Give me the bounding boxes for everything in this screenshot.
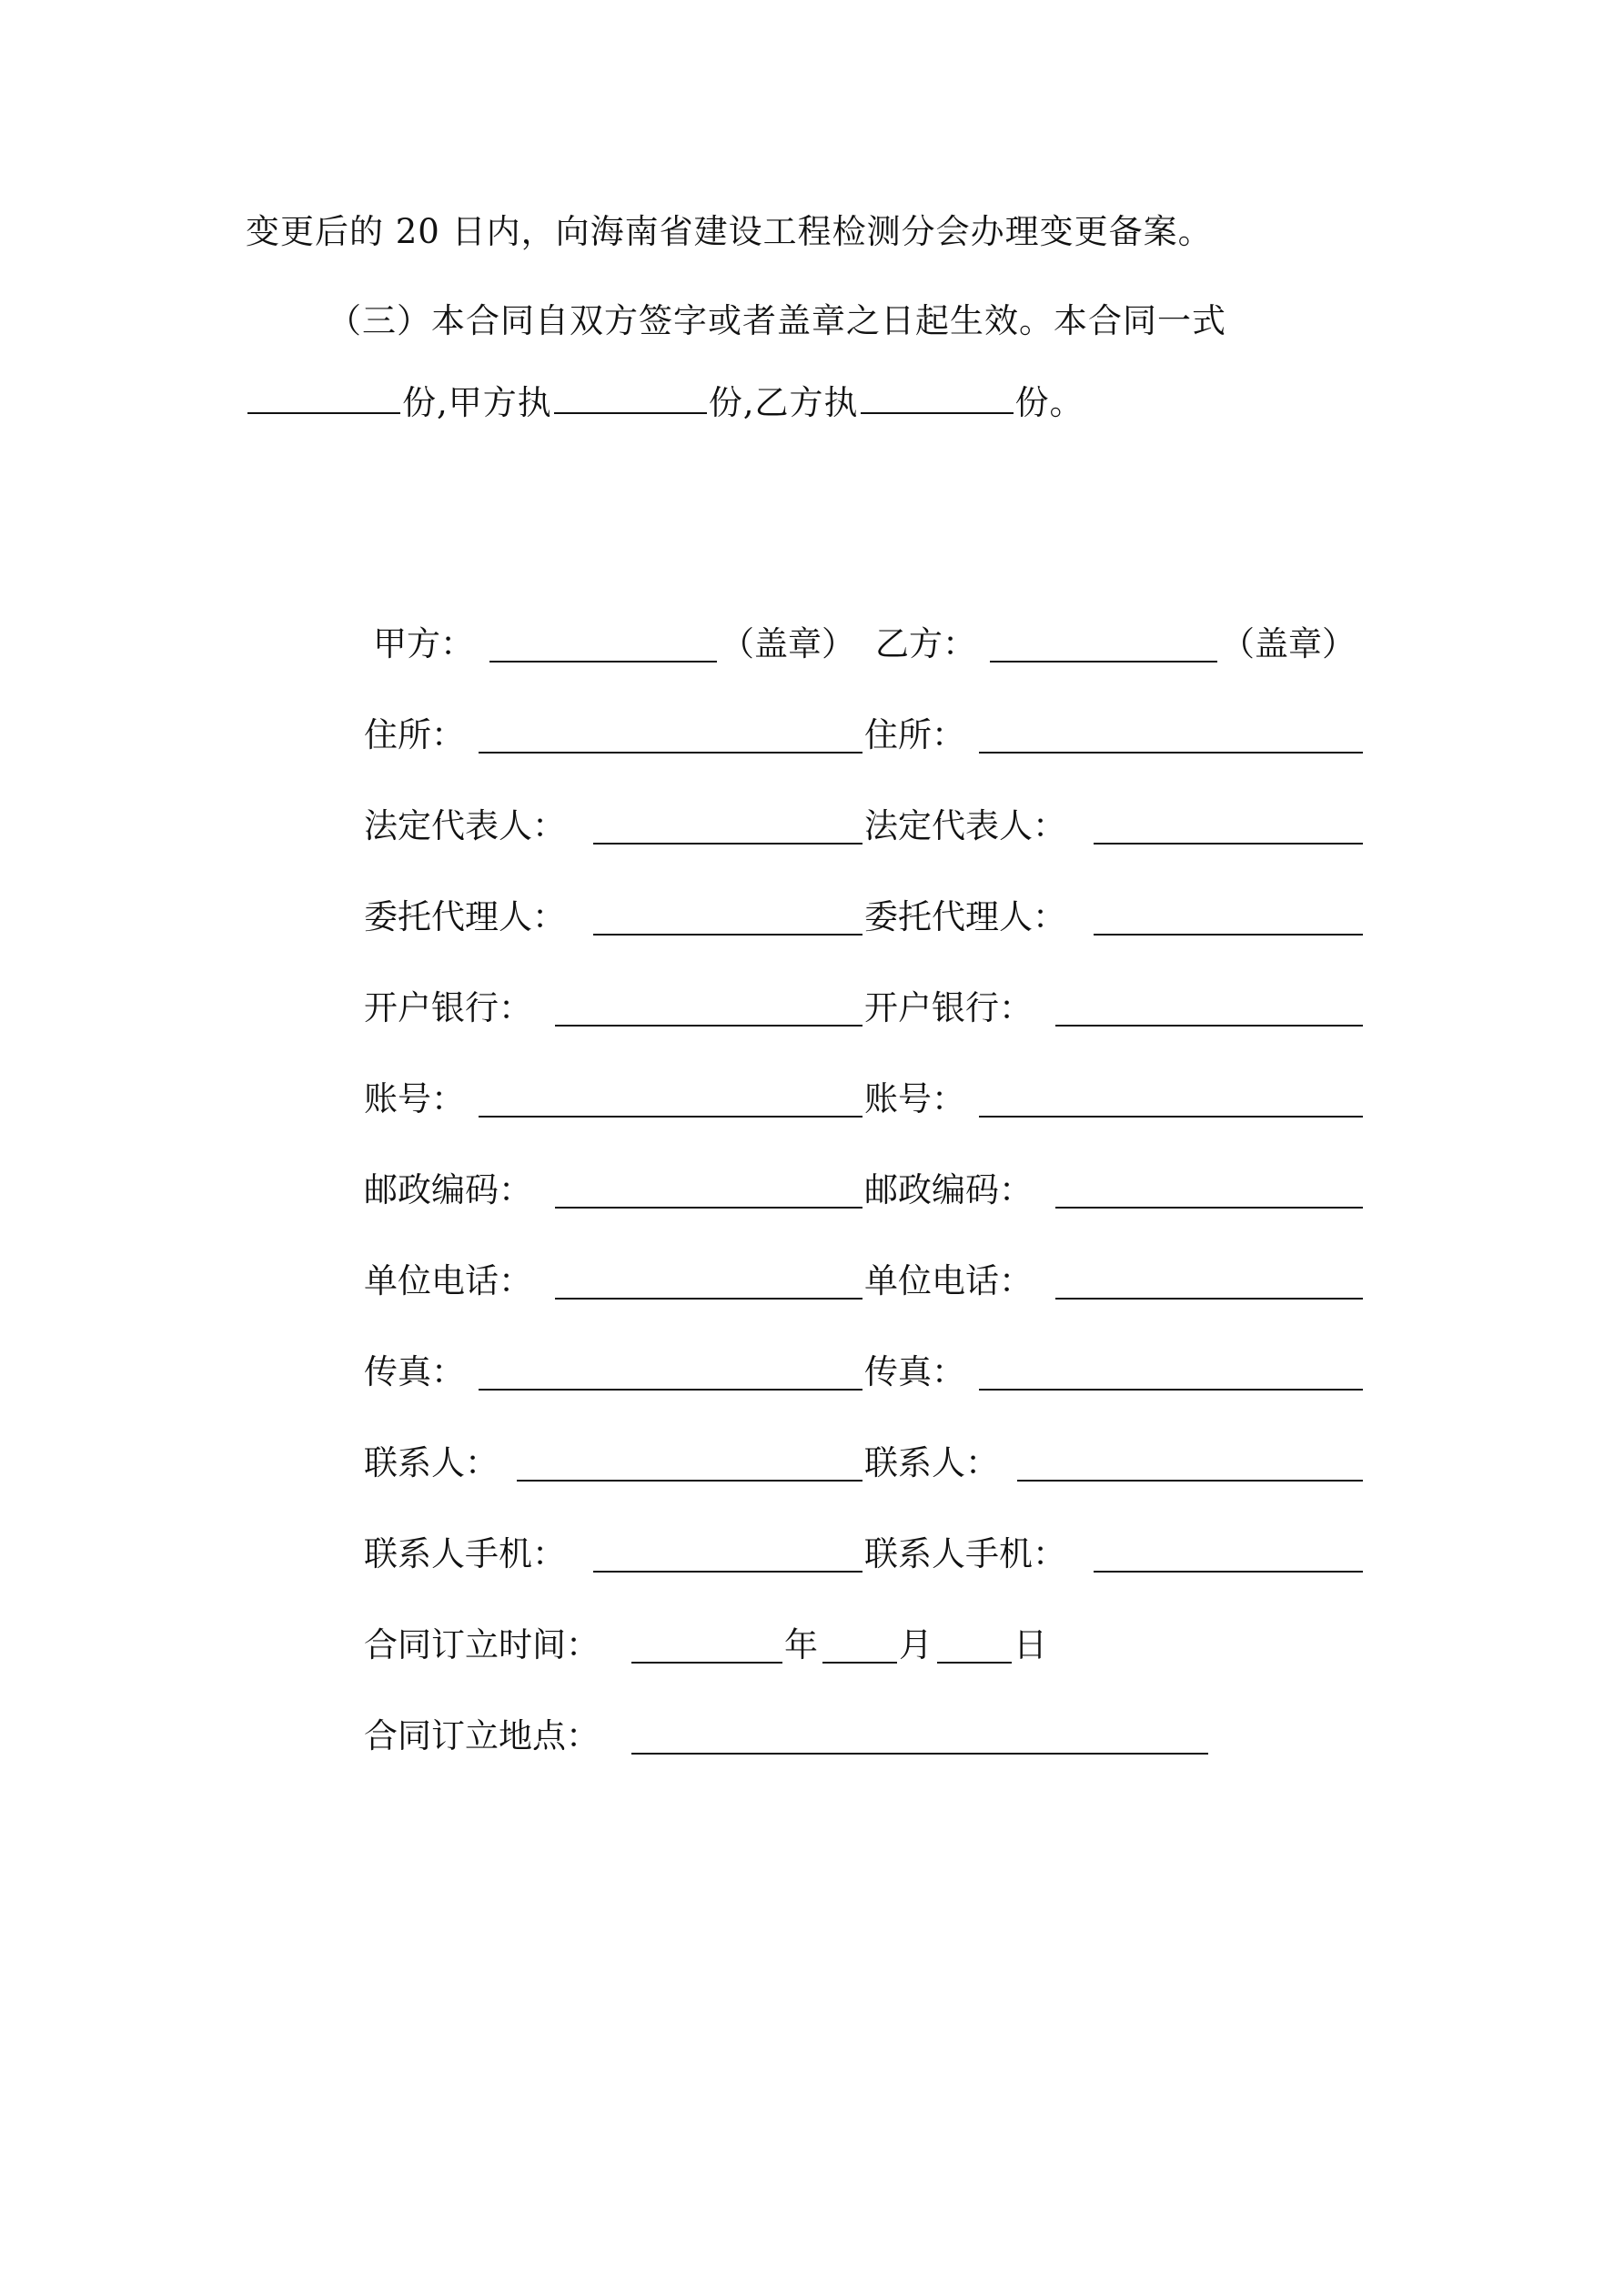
left-label-legal-rep: 法定代表人： — [364, 806, 566, 845]
party-a-seal: （盖章） — [721, 624, 855, 663]
right-label-agent: 委托代理人： — [864, 897, 1066, 936]
sign-month-blank[interactable] — [822, 1662, 897, 1664]
copies-part3: 份。 — [1014, 383, 1084, 422]
left-blank-agent[interactable] — [593, 934, 862, 936]
party-a-label: 甲方： — [373, 624, 474, 663]
copies-party-b-blank[interactable] — [861, 383, 1014, 414]
form-row-contact — [364, 1436, 1365, 1491]
paragraph-change-filing: 变更后的 20 日内，向海南省建设工程检测分会办理变更备案。 — [246, 212, 1213, 251]
copies-part2: 份,乙方执 — [708, 383, 859, 422]
left-blank-fax[interactable] — [479, 1389, 862, 1391]
form-row-account — [364, 1072, 1365, 1127]
sign-day-blank[interactable] — [937, 1662, 1012, 1664]
left-label-agent: 委托代理人： — [364, 897, 566, 936]
sign-month-unit: 月 — [899, 1625, 933, 1664]
copies-total-blank[interactable] — [247, 383, 400, 414]
left-label-fax: 传真： — [364, 1352, 465, 1391]
right-label-legal-rep: 法定代表人： — [864, 806, 1066, 845]
sign-date-label: 合同订立时间： — [364, 1625, 600, 1664]
left-blank-address[interactable] — [479, 752, 862, 754]
form-row-agent — [364, 890, 1365, 945]
left-label-account: 账号： — [364, 1079, 465, 1118]
right-blank-contact[interactable] — [1017, 1480, 1363, 1482]
left-blank-legal-rep[interactable] — [593, 843, 862, 845]
form-row-contact-mobile — [364, 1527, 1365, 1582]
left-blank-contact-mobile[interactable] — [593, 1571, 862, 1573]
right-label-bank: 开户银行： — [864, 988, 1033, 1027]
copies-part1: 份,甲方执 — [402, 383, 552, 422]
left-label-postcode: 邮政编码： — [364, 1170, 532, 1209]
right-label-account: 账号： — [864, 1079, 965, 1118]
left-blank-contact[interactable] — [517, 1480, 862, 1482]
left-blank-account[interactable] — [479, 1116, 862, 1118]
sign-day-unit: 日 — [1014, 1625, 1047, 1664]
left-blank-phone[interactable] — [555, 1298, 862, 1300]
party-b-blank[interactable] — [990, 661, 1217, 663]
left-label-address: 住所： — [364, 715, 465, 754]
right-blank-bank[interactable] — [1055, 1025, 1363, 1027]
form-row-fax — [364, 1345, 1365, 1400]
sign-place-label: 合同订立地点： — [364, 1716, 600, 1755]
party-b-label: 乙方： — [875, 624, 976, 663]
left-label-contact: 联系人： — [364, 1443, 499, 1482]
sign-place-blank[interactable] — [631, 1753, 1208, 1755]
copies-party-a-blank[interactable] — [554, 383, 707, 414]
form-row-legal-rep — [364, 799, 1365, 854]
sign-year-unit: 年 — [784, 1625, 818, 1664]
right-label-contact: 联系人： — [864, 1443, 999, 1482]
form-row-postcode — [364, 1163, 1365, 1218]
right-blank-legal-rep[interactable] — [1094, 843, 1363, 845]
left-blank-postcode[interactable] — [555, 1207, 862, 1209]
signature-party-row — [364, 617, 1365, 672]
right-blank-account[interactable] — [979, 1116, 1363, 1118]
left-label-bank: 开户银行： — [364, 988, 532, 1027]
right-blank-fax[interactable] — [979, 1389, 1363, 1391]
right-blank-address[interactable] — [979, 752, 1363, 754]
right-label-phone: 单位电话： — [864, 1261, 1033, 1300]
paragraph-copies — [246, 380, 1084, 426]
left-label-contact-mobile: 联系人手机： — [364, 1534, 566, 1573]
paragraph-effective-clause: （三）本合同自双方签字或者盖章之日起生效。本合同一式 — [328, 301, 1226, 340]
party-b-seal: （盖章） — [1221, 624, 1356, 663]
right-blank-contact-mobile[interactable] — [1094, 1571, 1363, 1573]
form-row-sign-date — [364, 1618, 1365, 1673]
right-blank-postcode[interactable] — [1055, 1207, 1363, 1209]
form-row-bank — [364, 981, 1365, 1036]
form-row-sign-place — [364, 1709, 1365, 1764]
right-label-postcode: 邮政编码： — [864, 1170, 1033, 1209]
left-blank-bank[interactable] — [555, 1025, 862, 1027]
sign-year-blank[interactable] — [631, 1662, 782, 1664]
right-blank-agent[interactable] — [1094, 934, 1363, 936]
right-label-address: 住所： — [864, 715, 965, 754]
right-label-contact-mobile: 联系人手机： — [864, 1534, 1066, 1573]
left-label-phone: 单位电话： — [364, 1261, 532, 1300]
party-a-blank[interactable] — [489, 661, 717, 663]
form-row-phone — [364, 1254, 1365, 1309]
right-label-fax: 传真： — [864, 1352, 965, 1391]
right-blank-phone[interactable] — [1055, 1298, 1363, 1300]
form-row-address — [364, 708, 1365, 763]
